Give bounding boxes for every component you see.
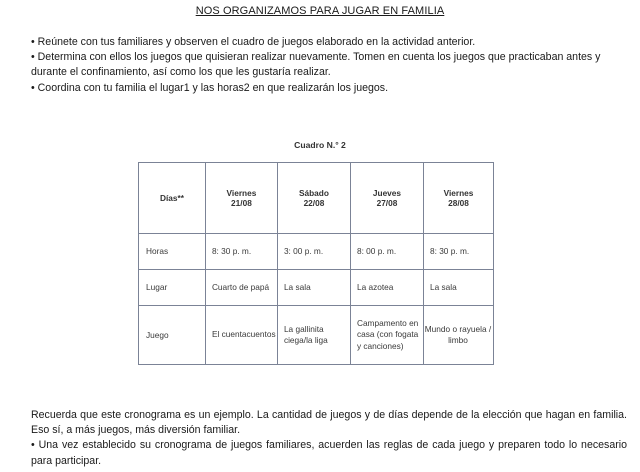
table-cell: 8: 30 p. m. (205, 234, 277, 270)
header-cell-day: Viernes 21/08 (205, 163, 277, 234)
header-cell-days: Días** (139, 163, 206, 234)
instruction-list (31, 35, 627, 96)
row-label-lugar: Lugar (139, 269, 206, 306)
footer-text (31, 408, 627, 469)
row-label-horas: Horas (139, 234, 206, 270)
footer-bullet: • Una vez establecido su cronograma de juegos familiares, acuerden las reglas de cada juego y preparen todo lo necesario para participar. (31, 438, 627, 468)
table-caption: Cuadro N.° 2 (294, 140, 346, 150)
instruction-item: • Reúnete con tus familiares y observen el cuadro de juegos elaborado en la actividad anterior. (31, 35, 627, 50)
header-cell-day: Jueves 27/08 (350, 163, 423, 234)
footer-paragraph: Recuerda que este cronograma es un ejemplo. La cantidad de juegos y de días depende de la elección que hagan en familia. Eso sí, a más juegos, más diversión familiar. (31, 409, 627, 437)
table-header-row (139, 163, 494, 234)
table-cell: La gallinita ciega/la liga (277, 306, 350, 365)
table-cell: Mundo o rayuela / limbo (423, 306, 493, 365)
table-cell: Campamento en casa (con fogata y canciones) (350, 306, 423, 365)
instruction-item: • Coordina con tu familia el lugar1 y las horas2 en que realizarán los juegos. (31, 81, 627, 96)
table-cell: Cuarto de papá (205, 269, 277, 306)
header-cell-day: Viernes 28/08 (423, 163, 493, 234)
table-cell: La sala (277, 269, 350, 306)
schedule-table (138, 162, 494, 365)
table-cell: La sala (423, 269, 493, 306)
row-label-juego: Juego (139, 306, 206, 365)
table-row (139, 234, 494, 270)
page-title: NOS ORGANIZAMOS PARA JUGAR EN FAMILIA (195, 5, 445, 17)
table-cell: La azotea (350, 269, 423, 306)
table-row (139, 269, 494, 306)
table-cell: 8: 30 p. m. (423, 234, 493, 270)
instruction-item: • Determina con ellos los juegos que quisieran realizar nuevamente. Tomen en cuenta los juegos que practicaban antes y durante el confinamiento, así como los que les gustaría realizar. (31, 50, 627, 80)
table-cell: 3: 00 p. m. (277, 234, 350, 270)
header-cell-day: Sábado 22/08 (277, 163, 350, 234)
table-cell: 8: 00 p. m. (350, 234, 423, 270)
table-cell: El cuentacuentos (205, 306, 277, 365)
table-row (139, 306, 494, 365)
